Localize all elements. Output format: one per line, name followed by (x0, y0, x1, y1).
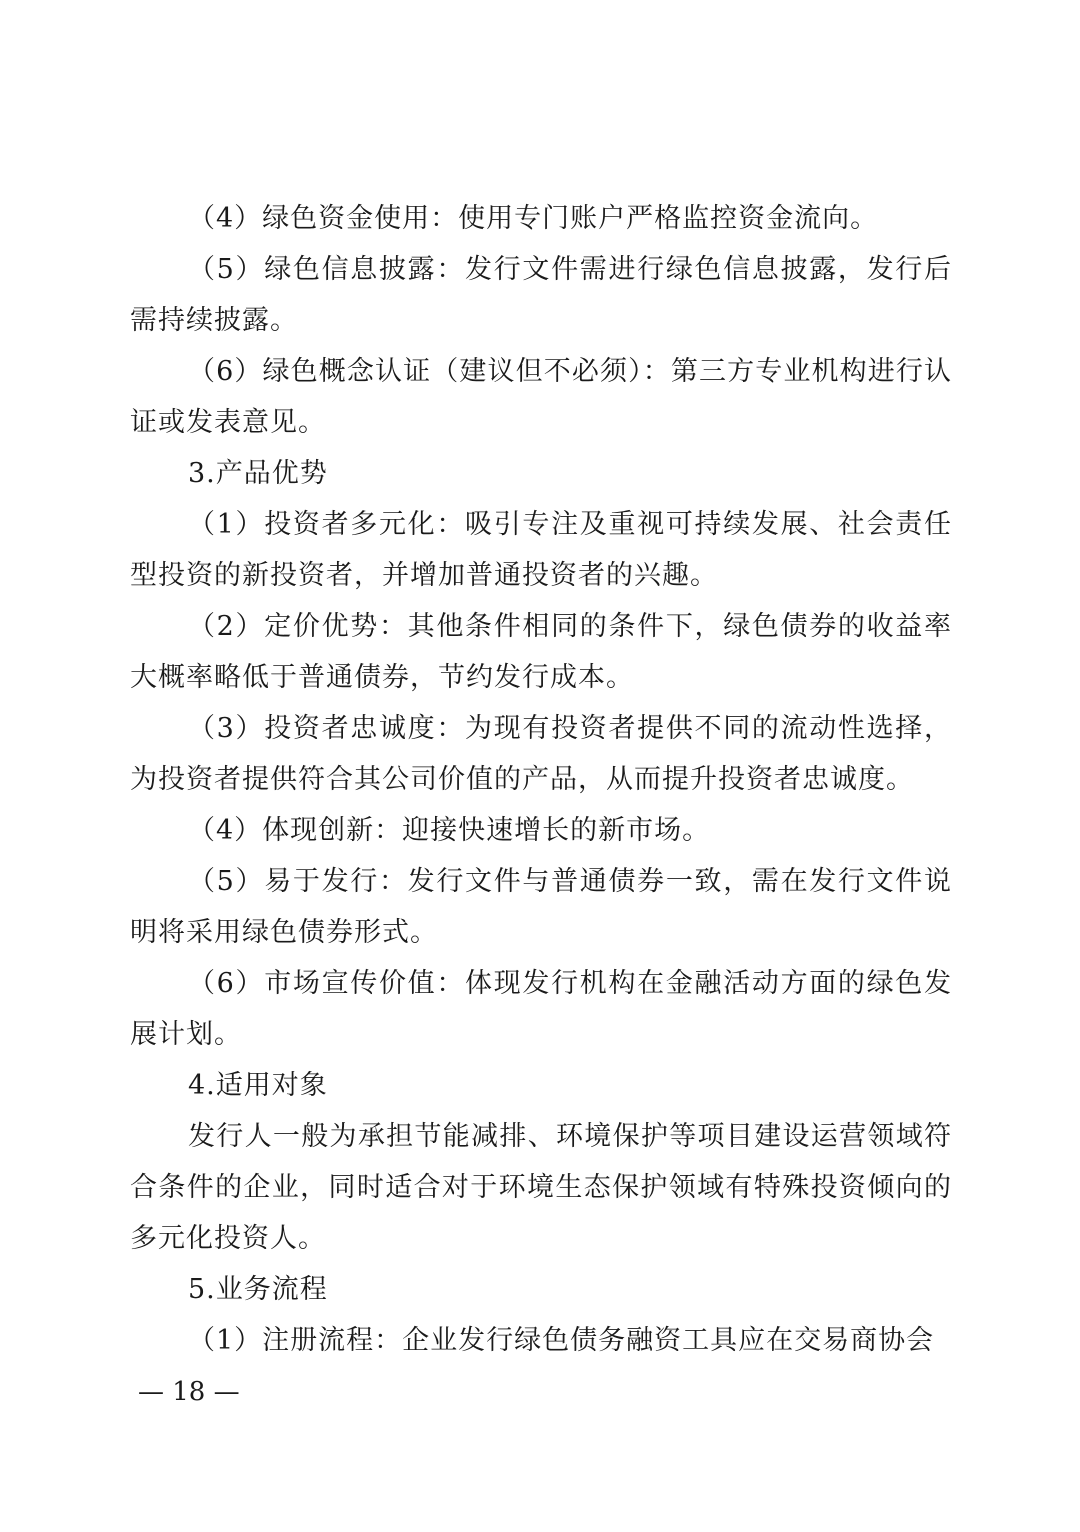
paragraph-easy-issuance: （5）易于发行：发行文件与普通债券一致，需在发行文件说明将采用绿色债券形式。 (130, 866, 952, 948)
section-heading-product-advantages: 3.产品优势 (188, 458, 328, 489)
page-number: — 18 — (138, 1377, 240, 1407)
paragraph-investor-diversification: （1）投资者多元化：吸引专注及重视可持续发展、社会责任型投资的新投资者，并增加普通投资者的兴趣。 (130, 509, 952, 591)
paragraph-innovation: （4）体现创新：迎接快速增长的新市场。 (188, 815, 711, 846)
page-body (130, 193, 952, 1366)
paragraph-green-certification: （6）绿色概念认证（建议但不必须）：第三方专业机构进行认证或发表意见。 (130, 356, 952, 438)
paragraph-issuer-description: 发行人一般为承担节能减排、环境保护等项目建设运营领域符合条件的企业，同时适合对于环境生态保护领域有特殊投资倾向的多元化投资人。 (130, 1121, 952, 1254)
paragraph-marketing-value: （6）市场宣传价值：体现发行机构在金融活动方面的绿色发展计划。 (130, 968, 952, 1050)
paragraph-pricing-advantage: （2）定价优势：其他条件相同的条件下，绿色债券的收益率大概率略低于普通债券，节约发行成本。 (130, 611, 952, 693)
paragraph-green-disclosure: （5）绿色信息披露：发行文件需进行绿色信息披露，发行后需持续披露。 (130, 254, 952, 336)
section-heading-applicable-subjects: 4.适用对象 (188, 1070, 328, 1101)
paragraph-green-fund-use: （4）绿色资金使用：使用专门账户严格监控资金流向。 (188, 203, 879, 234)
paragraph-investor-loyalty: （3）投资者忠诚度：为现有投资者提供不同的流动性选择，为投资者提供符合其公司价值的产品，从而提升投资者忠诚度。 (130, 713, 952, 795)
section-heading-business-process: 5.业务流程 (188, 1274, 328, 1305)
paragraph-registration-process: （1）注册流程：企业发行绿色债务融资工具应在交易商协会 (188, 1325, 935, 1356)
